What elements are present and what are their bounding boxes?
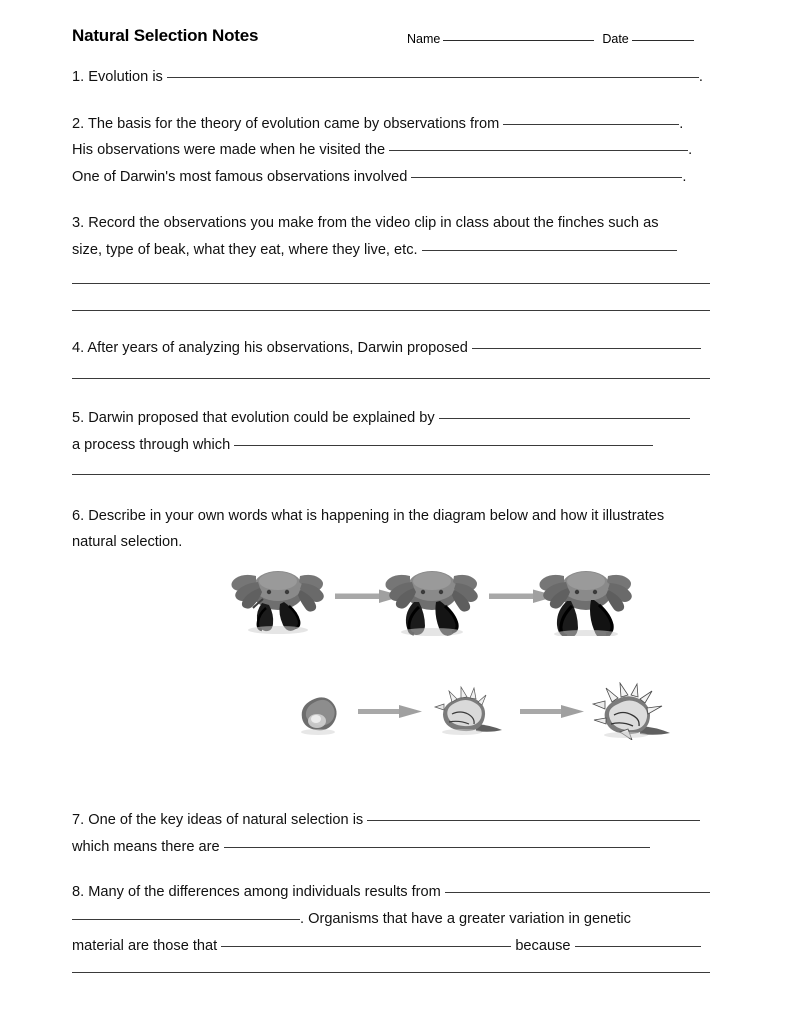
- arrow-right-icon-shell-1: [358, 704, 422, 719]
- question-7-line-1: [72, 807, 700, 834]
- question-8-line-3: [72, 933, 701, 960]
- question-2-line-1-text: 2. The basis for the theory of evolution came by observations from: [72, 116, 504, 132]
- question-5-line-1: [72, 405, 690, 432]
- question-2-line-2: [72, 137, 692, 164]
- shell-smooth-icon: [290, 688, 346, 736]
- question-8-line-3-trailing: because: [511, 938, 575, 954]
- question-4-line-1: [72, 335, 701, 362]
- question-2-blank-2[interactable]: [389, 150, 688, 151]
- shell-spiny-icon: [432, 684, 512, 738]
- question-5-line-2: [72, 432, 653, 459]
- question-5-answer-rule-1[interactable]: [72, 474, 710, 475]
- name-date-field-group: [407, 32, 694, 46]
- question-8-line-2-trailing: . Organisms that have a greater variation in genetic: [300, 911, 631, 927]
- question-2-line-3-text: One of Darwin's most famous observations involved: [72, 169, 412, 185]
- question-6-line-2-text: natural selection.: [72, 534, 183, 550]
- question-6-line-1: [72, 503, 664, 530]
- question-7-blank-1[interactable]: [367, 820, 700, 821]
- question-5-blank-1[interactable]: [439, 418, 690, 419]
- question-1-line-1-text: 1. Evolution is: [72, 69, 167, 85]
- question-3-answer-rule-2[interactable]: [72, 310, 710, 311]
- question-2-line-3-trailing: .: [682, 169, 687, 185]
- crab-large-claw-icon: [530, 556, 634, 636]
- arrow-right-icon-shell-2: [520, 704, 584, 719]
- question-3-blank-1[interactable]: [422, 250, 677, 251]
- crab-small-claw-icon: [222, 556, 326, 636]
- question-3-line-1: [72, 210, 659, 237]
- question-4-answer-rule-1[interactable]: [72, 378, 710, 379]
- name-label: Name: [407, 32, 441, 46]
- question-6-line-1-text: 6. Describe in your own words what is happening in the diagram below and how it illustrates: [72, 508, 665, 524]
- name-blank[interactable]: [443, 39, 594, 41]
- shell-very-spiny-icon: [592, 682, 680, 740]
- question-7-line-1-text: 7. One of the key ideas of natural selection is: [72, 812, 368, 828]
- question-2-line-1-trailing: .: [679, 116, 684, 132]
- question-8-blank-3[interactable]: [221, 946, 511, 947]
- question-8-line-1: [72, 879, 710, 906]
- question-2-line-1: [72, 111, 683, 138]
- question-8-blank-2[interactable]: [72, 919, 300, 920]
- question-1: [72, 64, 703, 91]
- question-5-blank-2[interactable]: [234, 445, 653, 446]
- shell-evolution-row: [72, 682, 719, 752]
- question-2-blank-3[interactable]: [411, 177, 682, 178]
- question-2-line-2-trailing: .: [688, 142, 693, 158]
- crab-evolution-row: [72, 552, 719, 642]
- question-2-blank-1[interactable]: [503, 124, 679, 125]
- question-8-answer-rule-1[interactable]: [72, 972, 710, 973]
- question-8-line-1-text: 8. Many of the differences among individuals results from: [72, 884, 445, 900]
- question-7-line-2: [72, 834, 650, 861]
- question-3-line-2-text: size, type of beak, what they eat, where they live, etc.: [72, 242, 422, 258]
- question-5-line-2-text: a process through which: [72, 437, 235, 453]
- date-blank[interactable]: [632, 39, 694, 41]
- question-7-line-2-text: which means there are: [72, 839, 224, 855]
- question-8-line-3-text: material are those that: [72, 938, 222, 954]
- crab-medium-claw-icon: [376, 556, 480, 636]
- question-4-line-1-text: 4. After years of analyzing his observations, Darwin proposed: [72, 340, 472, 356]
- question-2-line-3: [72, 164, 686, 191]
- question-3-line-2: [72, 237, 677, 264]
- question-7-blank-2[interactable]: [224, 847, 650, 848]
- question-8-blank-1[interactable]: [445, 892, 710, 893]
- natural-selection-diagram: [72, 552, 719, 757]
- question-8-blank-4[interactable]: [575, 946, 701, 947]
- question-8-line-2: [72, 906, 631, 933]
- question-3-answer-rule-1[interactable]: [72, 283, 710, 284]
- question-3-line-1-text: 3. Record the observations you make from the video clip in class about the finches such as: [72, 215, 659, 231]
- question-4-blank-1[interactable]: [472, 348, 701, 349]
- question-2-line-2-text: His observations were made when he visited the: [72, 142, 390, 158]
- date-label: Date: [602, 32, 629, 46]
- question-5-line-1-text: 5. Darwin proposed that evolution could be explained by: [72, 410, 439, 426]
- page-header: [72, 26, 719, 54]
- question-1-blank-1[interactable]: [167, 77, 699, 78]
- page-title: Natural Selection Notes: [72, 26, 259, 45]
- question-1-line-1-trailing: .: [698, 69, 703, 85]
